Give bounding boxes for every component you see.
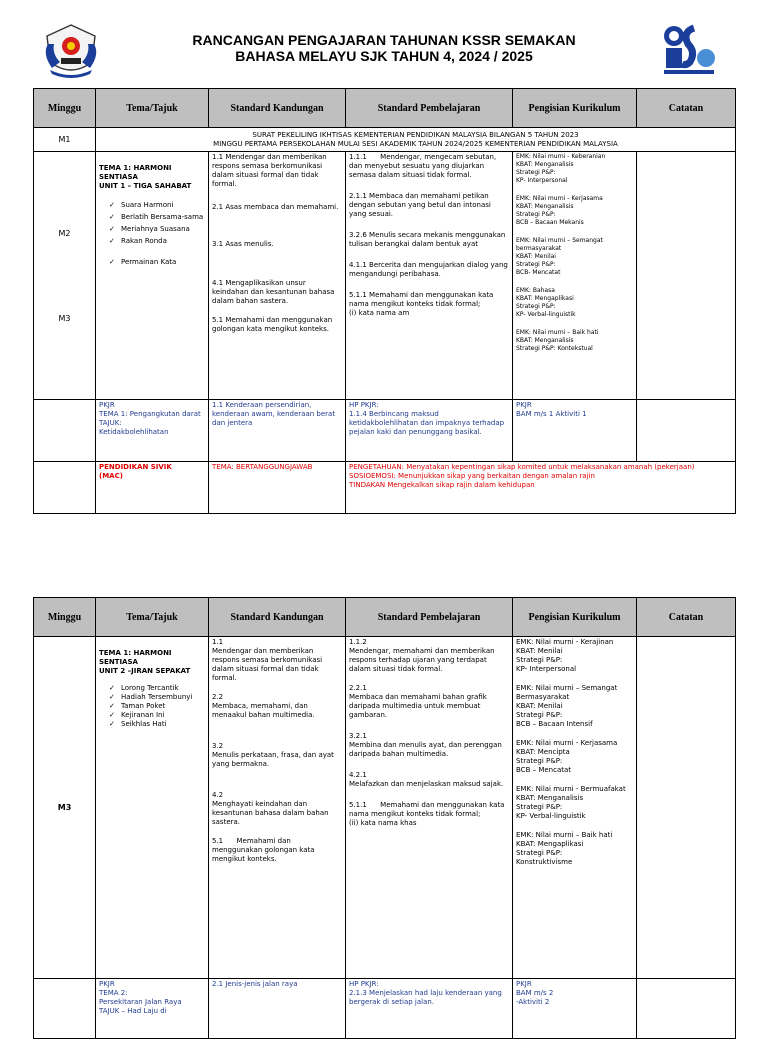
column-header-pengisian-kurikulum: Pengisian Kurikulum [513,598,637,637]
lesson-plan-table-2 [33,597,736,1039]
table-row-pkjr [34,400,736,462]
column-header-standard-kandungan: Standard Kandungan [209,89,346,128]
list-item: ✓ Berlatih Bersama-sama [109,213,204,221]
sp-item: 2.2.1 Membaca dan memahami bahan grafik daripada multimedia untuk membuat gambaran. [349,684,487,719]
title-line-2: BAHASA MELAYU SJK TAHUN 4, 2024 / 2025 [235,48,533,64]
sk-item: 4.2 Menghayati keindahan dan kesantunan bahasa dalam bahan sastera. [212,791,329,826]
sivik-tema-cell: PENDIDIKAN SIVIK (MAC) [96,462,209,514]
tema-cell [96,637,209,979]
pk-item: EMK: Nilai murni – Baik hati KBAT: Mengaplikasi Strategi P&P: Konstruktivisme [516,831,613,866]
column-header-tema: Tema/Tajuk [96,89,209,128]
sp-item: 5.1.1 Memahami dan menggunakan kata nama mengikut konteks tidak formal; (ii) kata nama khas [349,801,505,827]
table-row-m1 [34,128,736,152]
unit-title: UNIT 2 –JIRAN SEPAKAT [99,667,191,675]
table-header-row [34,89,736,128]
tema-title: TEMA 1: HARMONI SENTIASA [99,649,172,666]
pk-item: EMK: Nilai murni - Kerjasama KBAT: Menganalisis Strategi P&P: BCB – Bacaan Mekanis [516,195,603,226]
school-crest-logo [40,22,102,80]
sk-item: 3.1 Asas menulis. [212,240,274,248]
sk-item: 3.2 Menulis perkataan, frasa, dan ayat yang bermakna. [212,742,334,768]
column-header-catatan: Catatan [637,598,736,637]
list-item: ✓ Rakan Ronda [109,237,167,245]
table-row-m2-m3 [34,152,736,400]
check-icon: ✓ [109,693,115,701]
sp-item: 4.2.1 Melafazkan dan menjelaskan maksud sajak. [349,771,504,788]
check-icon: ✓ [109,237,115,245]
sk-item: 1.1 Mendengar dan memberikan respons semasa berkomunikasi dalam situasi formal dan tidak formal. [212,153,329,188]
list-item: ✓ Lorong Tercantik [109,684,179,692]
pk-item: EMK: Nilai murni - Kerjasama KBAT: Mencipta Strategi P&P: BCB – Mencatat [516,739,618,774]
pkjr-sk-cell: 1.1 Kenderaan persendirian, kenderaan awam, kenderaan berat dan jentera [209,400,346,462]
document-title [140,32,628,64]
table-row-sivik [34,462,736,514]
standard-pembelajaran-cell [346,637,513,979]
catatan-cell [637,400,736,462]
sk-item: 1.1 Mendengar dan memberikan respons semasa berkomunikasi dalam situasi formal dan tidak formal. [212,638,323,682]
sp-item: 4.1.1 Bercerita dan mengujarkan dialog yang mengandungi peribahasa. [349,261,511,278]
pk-item: EMK: Nilai murni - Kerajinan KBAT: Menilai Strategi P&P: KP- Interpersonal [516,638,614,673]
sk-item: 2.1 Asas membaca dan memahami. [212,203,339,211]
column-header-standard-pembelajaran: Standard Pembelajaran [346,89,513,128]
pengisian-kurikulum-cell [513,152,637,400]
tema-cell [96,152,209,400]
sk-item: 2.2 Membaca, memahami, dan menaakul bahan multimedia. [212,693,315,719]
week-label-m2: M2 [58,228,71,238]
week-cell [34,400,96,462]
pk-item: EMK: Nilai murni – Semangat bermasyarakat KBAT: Menilai Strategi P&P: BCB- Mencatat [516,237,603,276]
pkjr-pk-cell: PKJR BAM m/s 1 Aktiviti 1 [513,400,637,462]
catatan-cell [637,152,736,400]
sk-item: 5.1 Memahami dan menggunakan golongan kata mengikut konteks. [212,316,335,333]
check-icon: ✓ [109,702,115,710]
check-icon: ✓ [109,711,115,719]
table-header-row [34,598,736,637]
table-row-pkjr [34,979,736,1039]
document-header [0,0,768,88]
sp-item: 1.1.2 Mendengar, memahami dan memberikan respons terhadap ujaran yang terdapat dalam situasi tidak formal. [349,638,495,673]
pkjr-sk-cell: 2.1 Jenis-jenis jalan raya [209,979,346,1039]
week-cell [34,979,96,1039]
column-header-standard-pembelajaran: Standard Pembelajaran [346,598,513,637]
circular-note-cell [96,128,736,152]
column-header-pengisian-kurikulum: Pengisian Kurikulum [513,89,637,128]
catatan-cell [637,637,736,979]
check-icon: ✓ [109,201,115,209]
column-header-standard-kandungan: Standard Kandungan [209,598,346,637]
lesson-plan-table-1 [33,88,736,514]
pkjr-tema-cell: PKJR TEMA 2: Persekitaran Jalan Raya TAJUK – Had Laju di [96,979,209,1039]
title-line-1: RANCANGAN PENGAJARAN TAHUNAN KSSR SEMAKAN [192,32,576,48]
check-icon: ✓ [109,720,115,728]
pk-item: EMK: Nilai murni - Bermuafakat KBAT: Menganalisis Strategi P&P: KP- Verbal-linguistik [516,785,626,820]
sp-item: 5.1.1 Memahami dan menggunakan kata nama mengikut konteks tidak formal; (i) kata nama am [349,291,494,317]
pkjr-sp-cell: HP PKJR: 1.1.4 Berbincang maksud ketidakbolehlihatan dan impaknya terhadap pejalan kaki dan penunggang basikal. [346,400,513,462]
pk-item: EMK: Nilai murni - Keberanian KBAT: Menganalisis Strategi P&P: KP- Interpersonal [516,153,606,184]
list-item: ✓ Suara Harmoni [109,201,174,209]
standard-kandungan-cell [209,637,346,979]
list-item: ✓ Permainan Kata [109,258,177,266]
sk-item: 5.1 Memahami dan menggunakan golongan kata mengikut konteks. [212,837,317,863]
topic-list [99,684,205,729]
column-header-catatan: Catatan [637,89,736,128]
pkjr-tema-cell: PKJR TEMA 1: Pengangkutan darat TAJUK: Ketidakbolehlihatan [96,400,209,462]
week-cell [34,462,96,514]
sivik-sp-cell: PENGETAHUAN: Menyatakan kepentingan sikap komited untuk melaksanakan amanah (pekerjaan) SOSIOEMOSI: Menunjukkan sikap yang berkaitan dengan amalan rajin TINDAKAN Mengekalkan sikap rajin dalam kehidupan [346,462,736,514]
standard-kandungan-cell [209,152,346,400]
list-item: ✓ Kejiranan Ini [109,711,165,719]
pk-item: EMK: Nilai murni – Baik hati KBAT: Menganalisis Strategi P&P: Kontekstual [516,329,599,352]
pkjr-sp-cell: HP PKJR: 2.1.3 Menjelaskan had laju kenderaan yang bergerak di setiap jalan. [346,979,513,1039]
week-cell: M3 [34,637,96,979]
catatan-cell [637,979,736,1039]
unit-title: UNIT 1 – TIGA SAHABAT [99,182,192,190]
list-item: ✓ Seikhlas Hati [109,720,167,728]
standard-pembelajaran-cell [346,152,513,400]
list-item: ✓ Taman Poket [109,702,166,710]
topic-list [99,201,205,267]
circular-note-line-1: SURAT PEKELILING IKHTISAS KEMENTERIAN PENDIDIKAN MALAYSIA BILANGAN 5 TAHUN 2023 [252,130,579,139]
week-label-m3: M3 [58,313,71,323]
sivik-sk-cell: TEMA: BERTANGGUNGJAWAB [209,462,346,514]
check-icon: ✓ [109,225,115,233]
list-item: ✓ Hadiah Tersembunyi [109,693,193,701]
ministry-logo [660,22,718,78]
week-cell: M1 [34,128,96,152]
circular-note-line-2: MINGGU PERTAMA PERSEKOLAHAN MULAI SESI AKADEMIK TAHUN 2024/2025 KEMENTERIAN PENDIDIKAN MALAYSIA [213,139,618,148]
list-item: ✓ Meriahnya Suasana [109,225,190,233]
pk-item: EMK: Bahasa KBAT: Mengaplikasi Strategi P&P: KP- Verbal-linguistik [516,287,576,318]
column-header-minggu: Minggu [34,598,96,637]
sp-item: 3.2.1 Membina dan menulis ayat, dan perenggan daripada bahan multimedia. [349,732,502,758]
sp-item: 2.1.1 Membaca dan memahami petikan dengan sebutan yang betul dan intonasi yang sesuai. [349,192,494,218]
column-header-tema: Tema/Tajuk [96,598,209,637]
pk-item: EMK: Nilai murni – Semangat Bermasyarakat KBAT: Menilai Strategi P&P: BCB – Bacaan Intensif [516,684,618,728]
sk-item: 4.1 Mengaplikasikan unsur keindahan dan kesantunan bahasa dalam bahan sastera. [212,279,337,305]
check-icon: ✓ [109,213,115,221]
pkjr-pk-cell: PKJR BAM m/s 2 -Aktiviti 2 [513,979,637,1039]
column-header-minggu: Minggu [34,89,96,128]
pengisian-kurikulum-cell [513,637,637,979]
tema-title: TEMA 1: HARMONI SENTIASA [99,164,172,181]
check-icon: ✓ [109,258,115,266]
table-row-m3 [34,637,736,979]
week-cell [34,152,96,400]
sp-item: 3.2.6 Menulis secara mekanis menggunakan tulisan berangkai dalam bentuk ayat [349,231,508,248]
sp-item: 1.1.1 Mendengar, mengecam sebutan, dan menyebut sesuatu yang diujarkan semasa dalam situasi tidak formal. [349,153,499,179]
check-icon: ✓ [109,684,115,692]
